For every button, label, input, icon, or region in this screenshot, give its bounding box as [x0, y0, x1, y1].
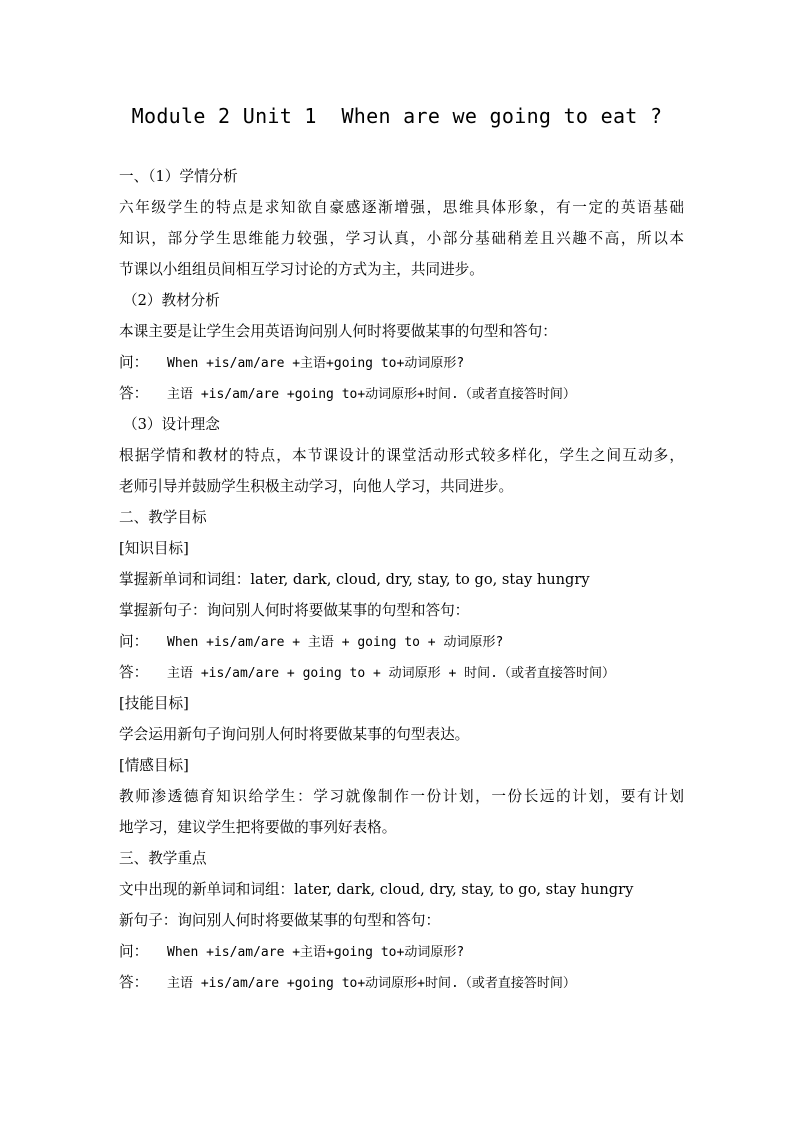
- question-pattern-line: [119, 626, 684, 657]
- paragraph-line: 掌握新句子：询问别人何时将要做某事的句型和答句：: [119, 602, 470, 619]
- paragraph-line: 新句子：询问别人何时将要做某事的句型和答句：: [119, 912, 441, 929]
- answer-label: 答：: [119, 974, 149, 991]
- answer-pattern-line: [119, 657, 684, 688]
- answer-label: 答：: [119, 385, 149, 402]
- question-label: 问：: [119, 943, 149, 960]
- document-title: Module 2 Unit 1 When are we going to eat ?: [131, 104, 663, 128]
- question-label: 问：: [119, 633, 149, 650]
- answer-pattern: 主语 +is/am/are +going to+动词原形+时间.（或者直接答时间）: [167, 387, 576, 402]
- answer-pattern-line: [119, 378, 684, 409]
- answer-pattern: 主语 +is/am/are +going to+动词原形+时间.（或者直接答时间）: [167, 976, 576, 991]
- paragraph-line: 根据学情和教材的特点，本节课设计的课堂活动形式较多样化，学生之间互动多，: [119, 447, 684, 464]
- question-pattern-line: [119, 347, 684, 378]
- section-heading-design-concept: （3）设计理念: [123, 416, 220, 433]
- vocabulary-line: 文中出现的新单词和词组：later, dark, cloud, dry, stay, to go, stay hungry: [119, 881, 634, 898]
- question-pattern-line: [119, 936, 684, 967]
- question-pattern: When +is/am/are +主语+going to+动词原形?: [167, 356, 465, 371]
- paragraph-line: 地学习，建议学生把将要做的事列好表格。: [119, 819, 397, 836]
- document-body: [119, 161, 684, 998]
- question-pattern: When +is/am/are +主语+going to+动词原形?: [167, 945, 465, 960]
- paragraph-line: 老师引导并鼓励学生积极主动学习，向他人学习，共同进步。: [119, 478, 514, 495]
- subheading-knowledge-objectives: [知识目标]: [119, 540, 189, 557]
- section-heading-material-analysis: （2）教材分析: [123, 292, 220, 309]
- paragraph-line: 本课主要是让学生会用英语询问别人何时将要做某事的句型和答句：: [119, 323, 557, 340]
- section-heading-teaching-objectives: 二、教学目标: [119, 509, 207, 526]
- section-heading-learner-analysis: 一、（1）学情分析: [119, 168, 238, 185]
- section-heading-key-points: 三、教学重点: [119, 850, 207, 867]
- subheading-skill-objectives: [技能目标]: [119, 695, 189, 712]
- answer-pattern: 主语 +is/am/are + going to + 动词原形 + 时间.（或者直接答时间）: [167, 666, 615, 681]
- paragraph-line: 节课以小组组员间相互学习讨论的方式为主，共同进步。: [119, 261, 484, 278]
- vocabulary-line: [119, 564, 684, 595]
- answer-label: 答：: [119, 664, 149, 681]
- vocabulary-text: 掌握新单词和词组：later, dark, cloud, dry, stay, to go, stay hungry: [119, 571, 590, 588]
- subheading-emotional-objectives: [情感目标]: [119, 757, 189, 774]
- answer-pattern-line: [119, 967, 684, 998]
- paragraph-line: 知识，部分学生思维能力较强，学习认真，小部分基础稍差且兴趣不高，所以本: [119, 230, 684, 247]
- question-label: 问：: [119, 354, 149, 371]
- question-pattern: When +is/am/are + 主语 + going to + 动词原形?: [167, 635, 504, 650]
- paragraph-line: 六年级学生的特点是求知欲自豪感逐渐增强，思维具体形象，有一定的英语基础: [119, 199, 684, 216]
- paragraph-line: 教师渗透德育知识给学生：学习就像制作一份计划，一份长远的计划，要有计划: [119, 788, 684, 805]
- paragraph-line: 学会运用新句子询问别人何时将要做某事的句型表达。: [119, 726, 470, 743]
